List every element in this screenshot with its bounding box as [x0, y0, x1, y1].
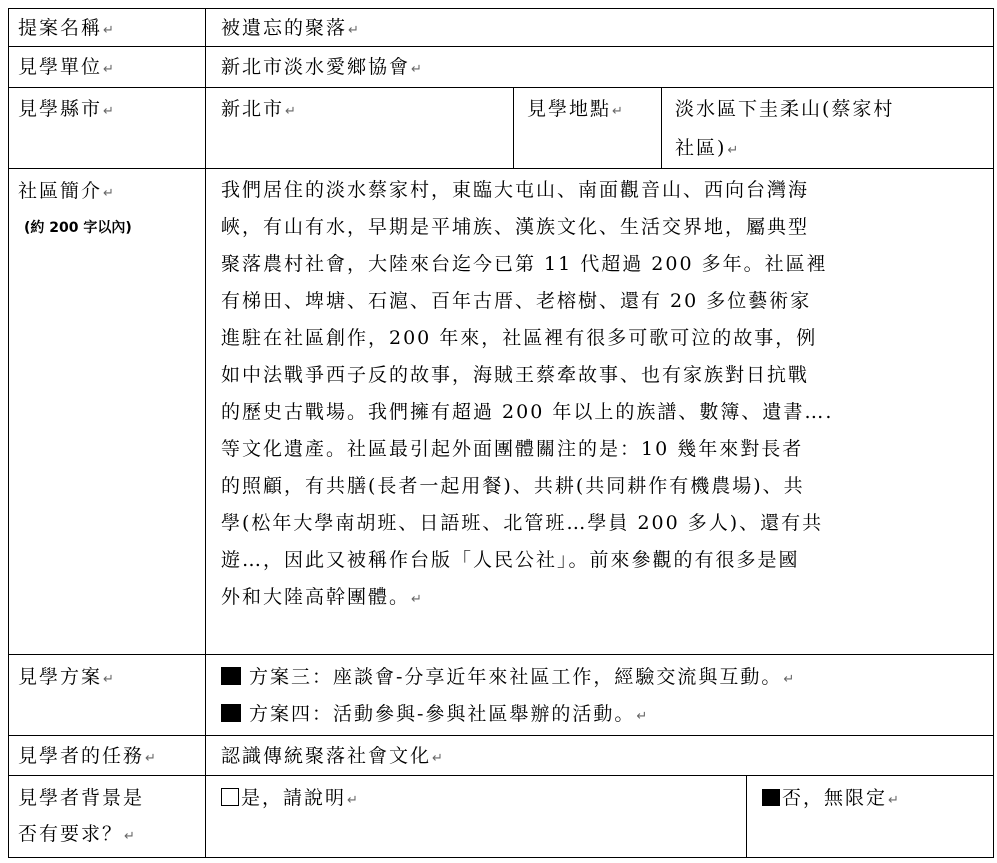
intro-line: 等文化遺產。社區最引起外面團體關注的是：10 幾年來對長者	[221, 438, 804, 460]
table-rule	[746, 775, 747, 858]
intro-line: 如中法戰爭西子反的故事，海賊王蔡牽故事、也有家族對日抗戰	[221, 364, 810, 386]
checked-square-icon	[221, 704, 241, 722]
empty-checkbox-icon	[221, 788, 239, 806]
intro-line: 學(松年大學南胡班、日語班、北管班…學員 200 多人)、還有共	[221, 512, 824, 534]
site-label: 見學地點↵	[527, 98, 623, 120]
background-no-option: 否，無限定↵	[762, 787, 899, 812]
table-rule	[205, 8, 206, 858]
intro-line-last: 外和大陸高幹團體。↵	[221, 586, 422, 608]
table-rule	[8, 87, 994, 88]
intro-line: 我們居住的淡水蔡家村，東臨大屯山、南面觀音山、西向台灣海	[221, 179, 810, 201]
intro-line: 的照顧，有共膳(長者一起用餐)、共耕(共同耕作有機農場)、共	[221, 475, 805, 497]
intro-line: 聚落農村社會，大陸來台迄今已第 11 代超過 200 多年。社區裡	[221, 253, 828, 275]
intro-line: 的歷史古戰場。我們擁有超過 200 年以上的族譜、數簿、遺書….	[221, 401, 834, 423]
proposal-name-label: 提案名稱↵	[18, 17, 114, 39]
table-rule	[661, 87, 662, 169]
table-rule	[993, 8, 994, 858]
table-rule	[8, 775, 994, 776]
site-value-line2: 社區)↵	[675, 137, 739, 159]
table-rule	[8, 735, 994, 736]
intro-line: 峽，有山有水，早期是平埔族、漢族文化、生活交界地，屬典型	[221, 216, 810, 238]
checked-square-icon	[762, 789, 780, 806]
background-yes-option: 是，請說明↵	[221, 787, 358, 812]
table-rule	[8, 857, 994, 858]
plan-label: 見學方案↵	[18, 666, 114, 688]
city-label: 見學縣市↵	[18, 98, 114, 120]
background-label-line2: 否有要求？↵	[18, 823, 135, 845]
task-value: 認識傳統聚落社會文化↵	[221, 745, 443, 767]
table-rule	[513, 87, 514, 169]
table-rule	[8, 8, 994, 9]
intro-label: 社區簡介↵	[18, 180, 114, 202]
unit-value: 新北市淡水愛鄉協會↵	[221, 56, 422, 78]
proposal-name-value: 被遺忘的聚落↵	[221, 17, 359, 39]
checked-square-icon	[221, 667, 241, 685]
table-rule	[8, 168, 994, 169]
background-label-line1: 見學者背景是	[18, 787, 145, 809]
site-value-line1: 淡水區下圭柔山(蔡家村	[675, 98, 895, 120]
intro-line: 遊…，因此又被稱作台版「人民公社」。前來參觀的有很多是國	[221, 549, 800, 571]
table-rule	[8, 8, 9, 858]
plan-option-1: 方案三：座談會-分享近年來社區工作，經驗交流與互動。↵	[221, 666, 794, 691]
city-value: 新北市↵	[221, 98, 296, 120]
table-rule	[8, 654, 994, 655]
intro-word-limit-note: (約 200 字以內)	[24, 220, 132, 236]
unit-label: 見學單位↵	[18, 56, 114, 78]
task-label: 見學者的任務↵	[18, 745, 156, 767]
intro-line: 有梯田、埤塘、石滬、百年古厝、老榕樹、還有 20 多位藝術家	[221, 290, 812, 312]
table-rule	[8, 46, 994, 47]
intro-paragraph	[221, 172, 991, 616]
plan-option-2: 方案四：活動參與-參與社區舉辦的活動。↵	[221, 703, 647, 728]
intro-line: 進駐在社區創作，200 年來，社區裡有很多可歌可泣的故事，例	[221, 327, 818, 349]
